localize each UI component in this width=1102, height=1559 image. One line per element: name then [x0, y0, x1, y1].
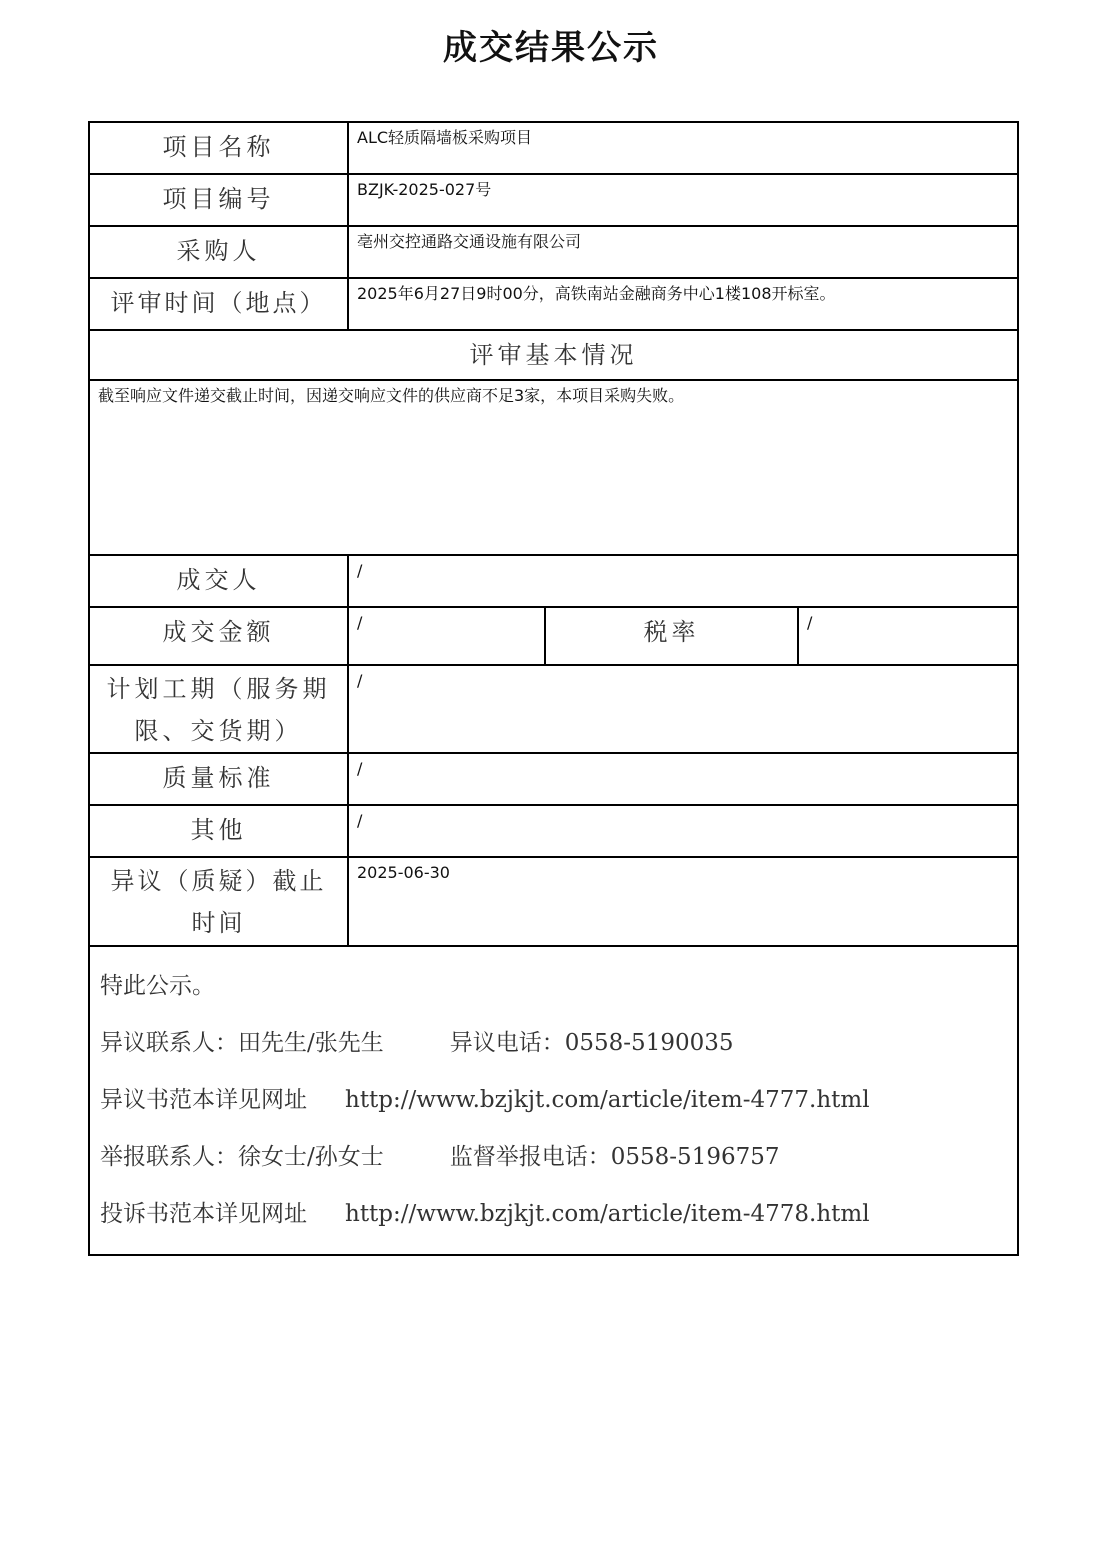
review-content: 截至响应文件递交截止时间，因递交响应文件的供应商不足3家，本项目采购失败。	[89, 380, 1018, 555]
review-header: 评审基本情况	[89, 330, 1018, 380]
row-purchaser	[89, 226, 1018, 278]
report-phone: 监督举报电话：0558-5196757	[449, 1144, 780, 1170]
objection-deadline-label: 异议（质疑）截止时间	[89, 857, 348, 946]
notice-line-3	[100, 1083, 1017, 1140]
purchaser-label: 采购人	[89, 226, 348, 278]
row-amount	[89, 607, 1018, 665]
row-project-name	[89, 122, 1018, 174]
project-number-value: BZJK-2025-027号	[348, 174, 1018, 226]
purchaser-value: 亳州交控通路交通设施有限公司	[348, 226, 1018, 278]
other-label: 其他	[89, 805, 348, 857]
objection-template-link[interactable]: http://www.bzjkjt.com/article/item-4777.html	[345, 1087, 870, 1113]
complaint-template-label: 投诉书范本详见网址	[100, 1201, 307, 1227]
objection-phone: 异议电话：0558-5190035	[449, 1030, 734, 1056]
notice-line-1	[100, 969, 1017, 1026]
notice-line-4	[100, 1140, 1017, 1197]
quality-value: /	[348, 753, 1018, 805]
amount-label: 成交金额	[89, 607, 348, 665]
winner-value: /	[348, 555, 1018, 607]
review-time-value: 2025年6月27日9时00分，高铁南站金融商务中心1楼108开标室。	[348, 278, 1018, 330]
objection-template-label: 异议书范本详见网址	[100, 1087, 307, 1113]
notice-line-5	[100, 1197, 1017, 1254]
result-table	[88, 121, 1019, 1256]
page-title: 成交结果公示	[443, 28, 659, 68]
amount-value: /	[348, 607, 545, 665]
report-contact: 举报联系人：徐女士/孙女士	[100, 1144, 384, 1170]
other-value: /	[348, 805, 1018, 857]
project-number-label: 项目编号	[89, 174, 348, 226]
tax-rate-value: /	[798, 607, 1018, 665]
notice-block	[89, 946, 1018, 1255]
row-winner	[89, 555, 1018, 607]
project-name-label: 项目名称	[89, 122, 348, 174]
objection-contact: 异议联系人：田先生/张先生	[100, 1030, 384, 1056]
objection-deadline-value: 2025-06-30	[348, 857, 1018, 946]
period-label: 计划工期（服务期限、交货期）	[89, 665, 348, 753]
row-review-header	[89, 330, 1018, 380]
review-time-label: 评审时间（地点）	[89, 278, 348, 330]
row-objection-deadline	[89, 857, 1018, 946]
row-notice	[89, 946, 1018, 1255]
row-period	[89, 665, 1018, 753]
quality-label: 质量标准	[89, 753, 348, 805]
row-review-content	[89, 380, 1018, 555]
notice-line-2	[100, 1026, 1017, 1083]
row-project-number	[89, 174, 1018, 226]
row-other	[89, 805, 1018, 857]
row-quality	[89, 753, 1018, 805]
complaint-template-link[interactable]: http://www.bzjkjt.com/article/item-4778.html	[345, 1201, 870, 1227]
tax-rate-label: 税率	[545, 607, 798, 665]
period-value: /	[348, 665, 1018, 753]
project-name-value: ALC轻质隔墙板采购项目	[348, 122, 1018, 174]
notice-statement: 特此公示。	[100, 973, 215, 999]
row-review-time	[89, 278, 1018, 330]
winner-label: 成交人	[89, 555, 348, 607]
